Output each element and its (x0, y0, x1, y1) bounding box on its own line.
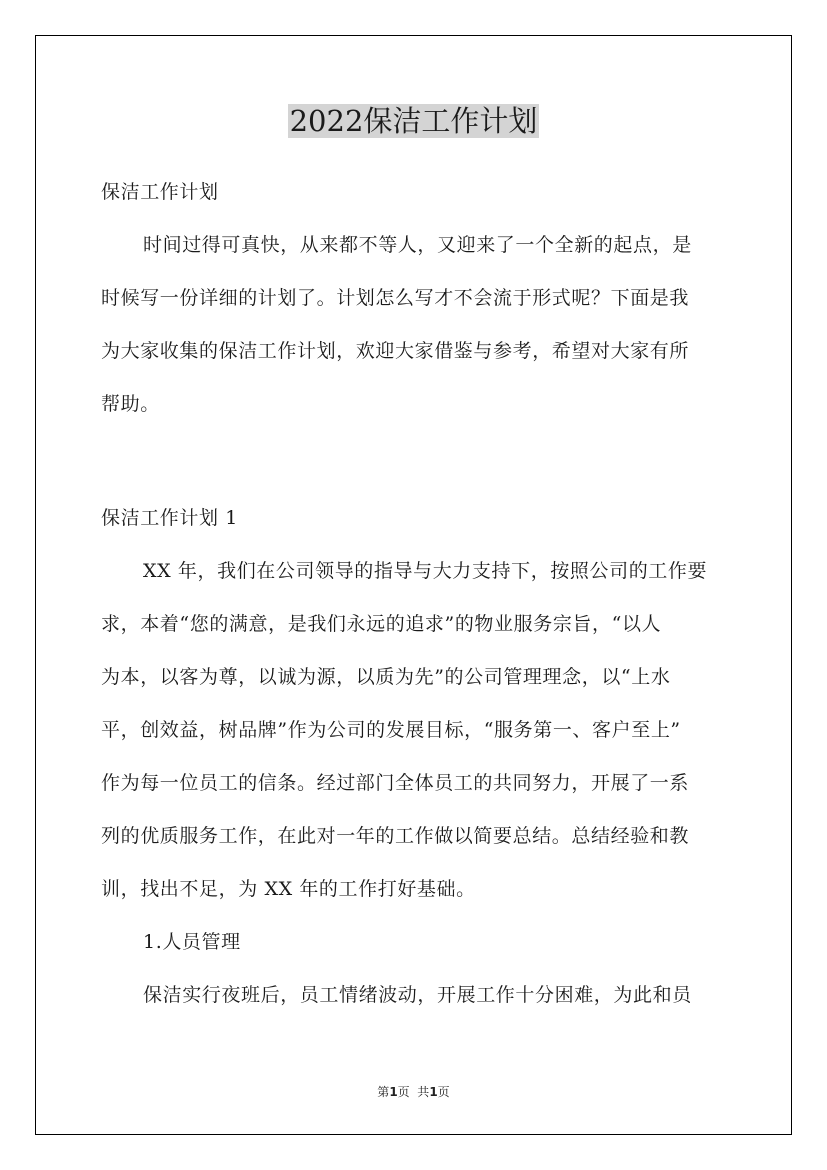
paragraph-line: 平，创效益，树品牌”作为公司的发展目标，“服务第一、客户至上” (101, 719, 681, 741)
page-footer (0, 1083, 827, 1100)
footer-page-mid: 页 共 (397, 1085, 430, 1099)
paragraph-line: 求，本着“您的满意，是我们永远的追求”的物业服务宗旨，“以人 (101, 613, 662, 635)
intro-line: 帮助。 (101, 393, 160, 415)
document-title-text: 2022保洁工作计划 (289, 104, 538, 138)
document-body (101, 166, 729, 431)
paragraph-line: 训，找出不足，为 XX 年的工作打好基础。 (101, 878, 476, 900)
paragraph-line: 作为每一位员工的信条。经过部门全体员工的共同努力，开展了一系 (101, 772, 690, 794)
intro-line: 时间过得可真快，从来都不等人，又迎来了一个全新的起点，是 (143, 234, 692, 256)
paragraph-line: 列的优质服务工作，在此对一年的工作做以简要总结。总结经验和教 (101, 825, 690, 847)
paragraph-line: 保洁实行夜班后，员工情绪波动，开展工作十分困难，为此和员 (143, 984, 692, 1006)
subheading: 1.人员管理 (143, 931, 241, 953)
intro-line: 为大家收集的保洁工作计划，欢迎大家借鉴与参考，希望对大家有所 (101, 340, 690, 362)
section-heading: 保洁工作计划 (101, 181, 219, 203)
document-section-1 (101, 492, 729, 1022)
intro-line: 时候写一份详细的计划了。计划怎么写才不会流于形式呢？下面是我 (101, 287, 690, 309)
footer-page-suffix: 页 (437, 1085, 450, 1099)
paragraph-line: 为本，以客为尊，以诚为源，以质为先”的公司管理理念，以“上水 (101, 666, 671, 688)
section-heading: 保洁工作计划 1 (101, 507, 238, 529)
footer-total-pages: 1 (429, 1085, 438, 1099)
document-title (0, 100, 827, 142)
footer-page-number: 1 (389, 1085, 398, 1099)
paragraph-line: XX 年，我们在公司领导的指导与大力支持下，按照公司的工作要 (143, 560, 708, 582)
footer-page-prefix: 第 (377, 1085, 390, 1099)
